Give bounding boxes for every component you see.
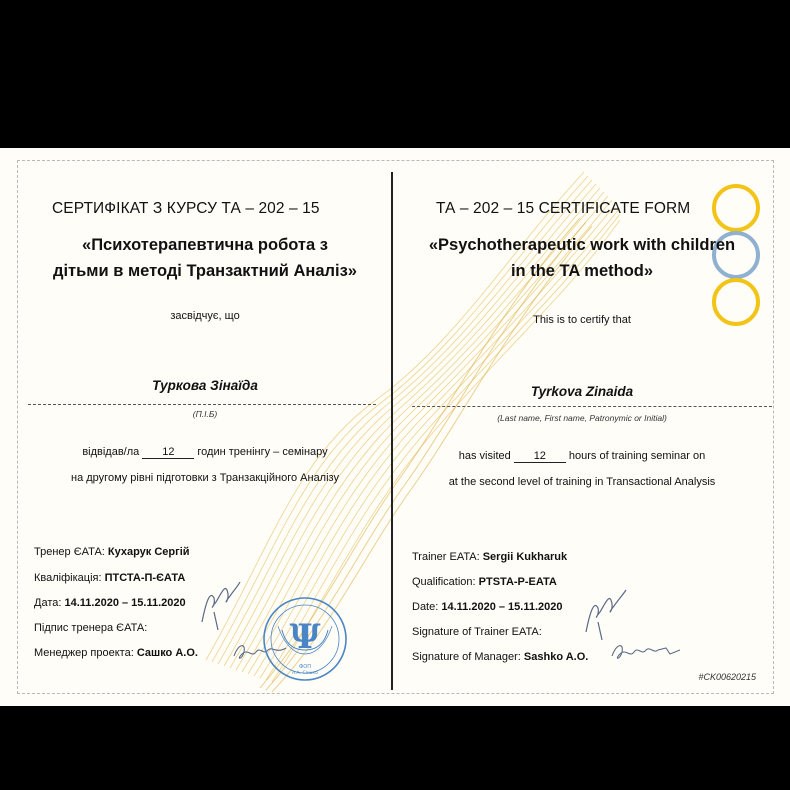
right-trainer-signature <box>578 580 630 642</box>
left-manager-label: Менеджер проекта: <box>34 647 134 659</box>
stamp-symbol: Ψ <box>289 617 321 657</box>
right-qual-label: Qualification: <box>412 576 476 588</box>
left-date-label: Дата: <box>34 597 62 609</box>
left-manager-value: Сашко А.О. <box>136 647 198 659</box>
left-title-line2: дітьми в методі Транзактний Аналіз» <box>53 262 357 280</box>
right-level-line: at the second level of training in Transactional Analysis <box>448 476 716 488</box>
right-title-line2: in the TA method» <box>510 262 654 280</box>
right-date-value: 14.11.2020 – 15.11.2020 <box>441 601 563 613</box>
document-number: #CK00620215 <box>698 672 756 682</box>
left-qual-label: Кваліфікація: <box>34 572 102 584</box>
right-trainer-signature-label: Signature of Trainer EATA: <box>412 626 542 638</box>
right-title-line1: «Psychotherapeutic work with children <box>428 236 736 254</box>
left-title-line1: «Психотерапевтична робота з <box>82 236 328 254</box>
left-title <box>22 232 388 284</box>
right-heading: ТА – 202 – 15 CERTIFICATE FORM <box>436 200 691 217</box>
left-trainer-signature-label: Підпис тренера ЄАТА: <box>34 622 148 634</box>
certificate-page <box>0 148 790 706</box>
right-date-label: Date: <box>412 601 439 613</box>
right-trainer-value: Sergii Kukharuk <box>482 551 568 563</box>
left-date-value: 14.11.2020 – 15.11.2020 <box>64 597 186 609</box>
left-name-line <box>28 404 376 405</box>
right-recipient-name: Tyrkova Zinaida <box>530 384 634 399</box>
right-manager-row <box>412 651 588 663</box>
right-hours: 12 <box>514 450 566 463</box>
left-trainer-row <box>34 546 190 558</box>
right-qual-row <box>412 576 557 588</box>
left-name-caption: (П.І.Б) <box>192 409 218 419</box>
right-trainer-row <box>412 551 567 563</box>
left-level-line: на другому рівні підготовки з Транзакційного Аналізу <box>71 472 339 484</box>
left-qual-value: ПТСТА-П-ЄАТА <box>104 572 186 584</box>
left-qual-row <box>34 572 185 584</box>
right-manager-label: Signature of Manager: <box>412 651 521 663</box>
stamp-bottom-text: ФОП <box>299 664 311 670</box>
right-certifies: This is to certify that <box>533 314 631 326</box>
left-attended-line <box>22 446 388 459</box>
right-name-line <box>412 406 772 407</box>
left-manager-row <box>34 647 198 659</box>
right-date-row <box>412 601 562 613</box>
right-visited-prefix: has visited <box>458 450 511 462</box>
left-recipient-name: Туркова Зінаїда <box>152 378 258 393</box>
right-qual-value: PTSTA-P-EATA <box>478 576 557 588</box>
left-hours: 12 <box>142 446 194 459</box>
center-divider <box>391 172 393 690</box>
left-trainer-label: Тренер ЄАТА: <box>34 546 105 558</box>
right-manager-signature <box>608 634 684 668</box>
left-attended-suffix: годин тренінгу – семінару <box>197 446 328 458</box>
left-attended-prefix: відвідав/ла <box>82 446 140 458</box>
left-trainer-value: Кухарук Сергій <box>107 546 190 558</box>
right-visited-suffix: hours of training seminar on <box>568 450 706 462</box>
right-visited-line <box>400 450 764 463</box>
psi-stamp <box>262 596 348 682</box>
right-manager-value: Sashko A.O. <box>523 651 589 663</box>
left-trainer-signature <box>196 572 244 632</box>
left-date-row <box>34 597 186 609</box>
left-heading: СЕРТИФІКАТ З КУРСУ ТА – 202 – 15 <box>52 200 320 217</box>
right-trainer-label: Trainer EATA: <box>412 551 480 563</box>
right-name-caption: (Last name, First name, Patronymic or Initial) <box>497 413 667 423</box>
stamp-bottom-text2: А.А. Сашко <box>292 671 318 676</box>
right-title <box>400 232 764 284</box>
left-certifies: засвідчує, що <box>170 310 240 322</box>
